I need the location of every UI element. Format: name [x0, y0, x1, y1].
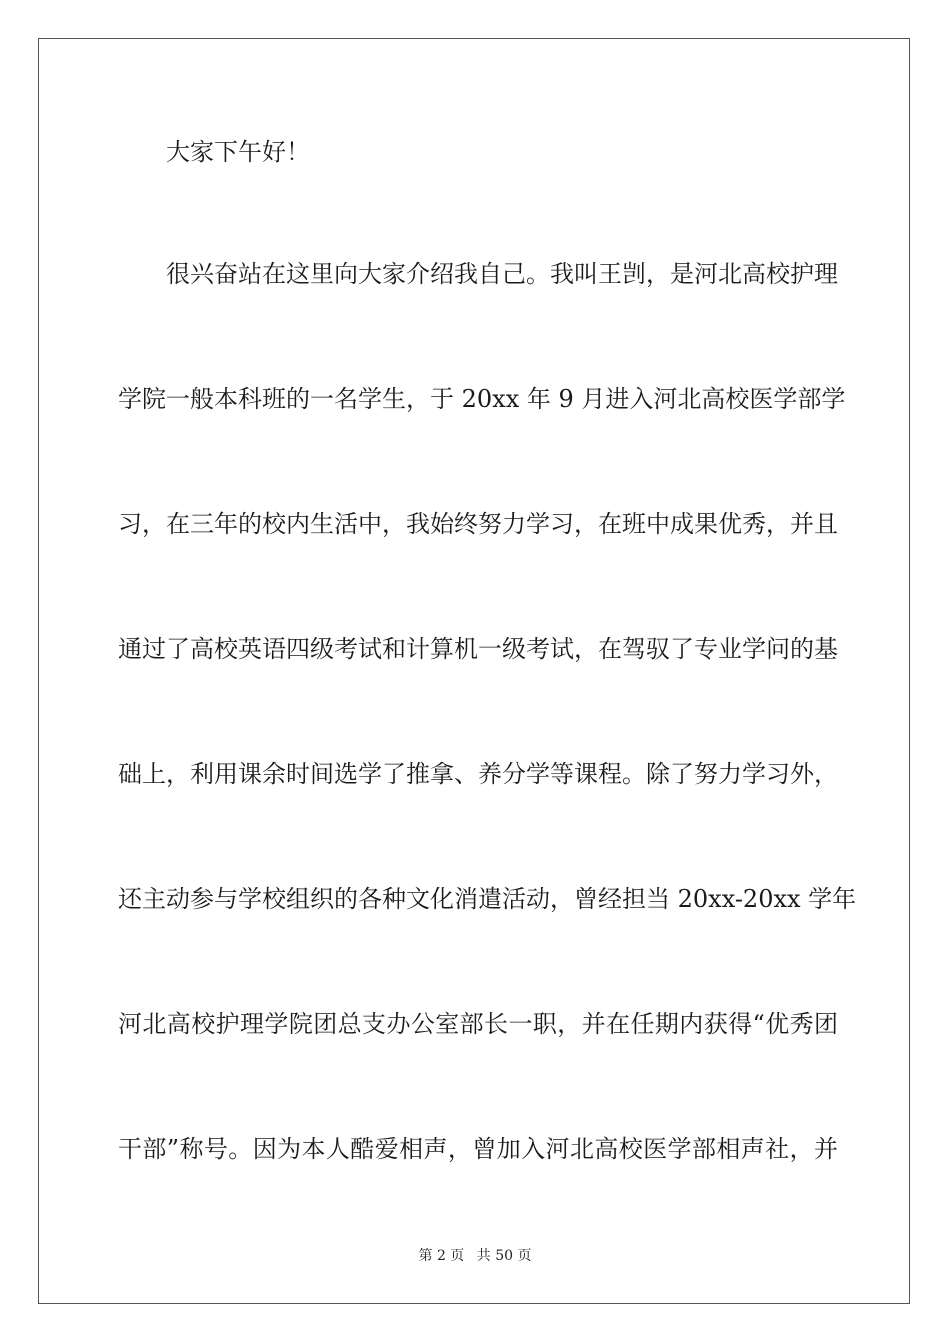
page-border	[38, 38, 910, 1304]
paragraph-line: 很兴奋站在这里向大家介绍我自己。我叫王剀，是河北高校护理	[166, 260, 838, 288]
page-footer	[0, 1245, 950, 1265]
paragraph-line: 础上，利用课余时间选学了推拿、养分学等课程。除了努力学习外，	[118, 760, 838, 788]
page-number: 第 2 页	[418, 1248, 465, 1264]
paragraph-line: 通过了高校英语四级考试和计算机一级考试，在驾驭了专业学问的基	[118, 635, 838, 663]
paragraph-line: 还主动参与学校组织的各种文化消遣活动，曾经担当 20xx-20xx 学年	[118, 885, 857, 913]
paragraph-line: 学院一般本科班的一名学生，于 20xx 年 9 月进入河北高校医学部学	[118, 385, 846, 413]
paragraph-line: 河北高校护理学院团总支办公室部长一职，并在任期内获得“优秀团	[118, 1010, 838, 1038]
paragraph-line: 习，在三年的校内生活中，我始终努力学习，在班中成果优秀，并且	[118, 510, 838, 538]
greeting-line: 大家下午好！	[166, 138, 310, 166]
paragraph-line: 干部”称号。因为本人酷爱相声，曾加入河北高校医学部相声社，并	[118, 1135, 838, 1163]
page-total: 共 50 页	[476, 1248, 532, 1264]
